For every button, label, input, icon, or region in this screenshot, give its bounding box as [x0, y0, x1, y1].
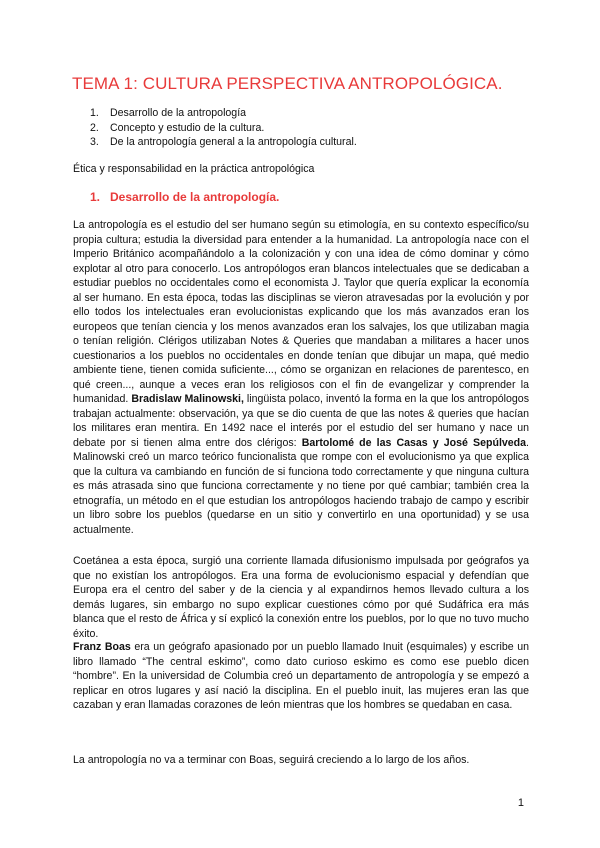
table-of-contents [90, 106, 357, 150]
bold-names-clerics: Bartolomé de las Casas y José Sepúlveda [301, 436, 527, 449]
paragraph-closing: La antropología no va a terminar con Boas, seguirá creciendo a lo largo de los años. [73, 754, 470, 766]
paragraph-difusionismo: Coetánea a esta época, surgió una corriente llamada difusionismo impulsada por geógrafos ya que no existían los antropólogos. Era una forma de evolucionismo espacial y defendían que Europa era el centro del saber y de la ciencia y al expandirnos hemos llevado cultura a los demás lugares, sin embargo no supo explicar cuestiones cómo por qué Sudáfrica era más blanca que el resto de África y sí explicó la conexión entre los pueblos, por lo que no tuvo mucho éxito. [73, 555, 529, 640]
section-number: 1. [90, 190, 101, 204]
paragraph-text: . Malinowski creó un marco teórico funcionalista que rompe con el evolucionismo ya que explica que la cultura va cambiando en función de si funciona todo correctamente y que ninguna cultura es más atrasada sino que funciona correctamente y no tiene por qué cambiar; también crea la etnografía, un método en el que estudian los antropólogos haciendo trabajo de campo y escribir un libro sobre los pueblos (quedarse en un sitio y convertirlo en una oportunidad) y se usa actualmente. [73, 436, 529, 536]
paragraph-intro [73, 218, 529, 537]
toc-item-number: 2. [90, 121, 99, 134]
paragraph-text: La antropología es el estudio del ser humano según su etimología, en su contexto específico/su propia cultura; estudia la diversidad para entender a la humanidad. La antropología nace con el Imperio Británico acompañándolo a la colonización y con una idea de cómo dominar y cómo explotar al otro para conocerlo. Los antropólogos eran blancos intelectuales que se dedicaban a estudiar pueblos no occidentales como el economista J. Taylor que quería explicar la economía al ser humano. En esta época, todas las disciplinas se vieron atravesadas por la evolución y por ello todos los intelectuales eran evolucionistas explicando que los más avanzados eran los europeos que tenían ciencia y los menos avanzados eran los salvajes, los que utilizaban magia o tenían religión. Clérigos utilizaban Notes & Queries que mandaban a militares a hacer unos cuestionarios a los pueblos no occidentales en donde tenían que dibujar un mapa, qué medio ambiente tiene, tienen comida suficiente..., cómo se organizan en relaciones de parentesco, en qué creen..., aunque a veces eran los religiosos con el fin de evangelizar y comprender la humanidad. [73, 219, 529, 405]
document-subtitle: Ética y responsabilidad en la práctica antropológica [73, 163, 315, 175]
paragraph-boas [73, 640, 529, 713]
toc-item-label: De la antropología general a la antropología cultural. [110, 136, 357, 149]
section-heading [90, 190, 279, 204]
toc-item-label: Concepto y estudio de la cultura. [110, 121, 265, 134]
bold-name-boas: Franz Boas [73, 641, 131, 653]
bold-name-malinowski: Bradislaw Malinowski, [131, 393, 244, 405]
toc-item [90, 135, 357, 150]
toc-item [90, 106, 357, 121]
paragraph-text: lingüista polaco, inventó la forma en la que los antropólogos trabajan actualmente: observación, ya que se dio cuenta de que las notes & queries que hacían los militares eran mentira. En 1492 nace el interés por el estudio del ser humano y nace un debate por si tienen alma entre dos clérigos: [73, 393, 529, 449]
page-number: 1 [517, 797, 524, 809]
toc-item-label: Desarrollo de la antropología [110, 107, 247, 119]
toc-item-number: 3. [90, 136, 99, 149]
paragraph-text: era un geógrafo apasionado por un pueblo llamado Inuit (esquimales) y escribe un libro llamado “The central eskimo”, como dato curioso eskimo es como ese pueblo dicen “hombre”. En la universidad de Columbia creó un departamento de antropología y se empezó a replicar en otros lugares y así nació la disciplina. En el pueblo inuit, las mujeres eran las que cazaban y eran llamadas corazones de león mientras que los hombres se quedaban en casa. [73, 641, 529, 711]
toc-item [90, 121, 357, 136]
document-title: TEMA 1: CULTURA PERSPECTIVA ANTROPOLÓGICA. [72, 74, 503, 93]
toc-item-number: 1. [90, 107, 99, 119]
section-title: Desarrollo de la antropología. [110, 190, 280, 204]
